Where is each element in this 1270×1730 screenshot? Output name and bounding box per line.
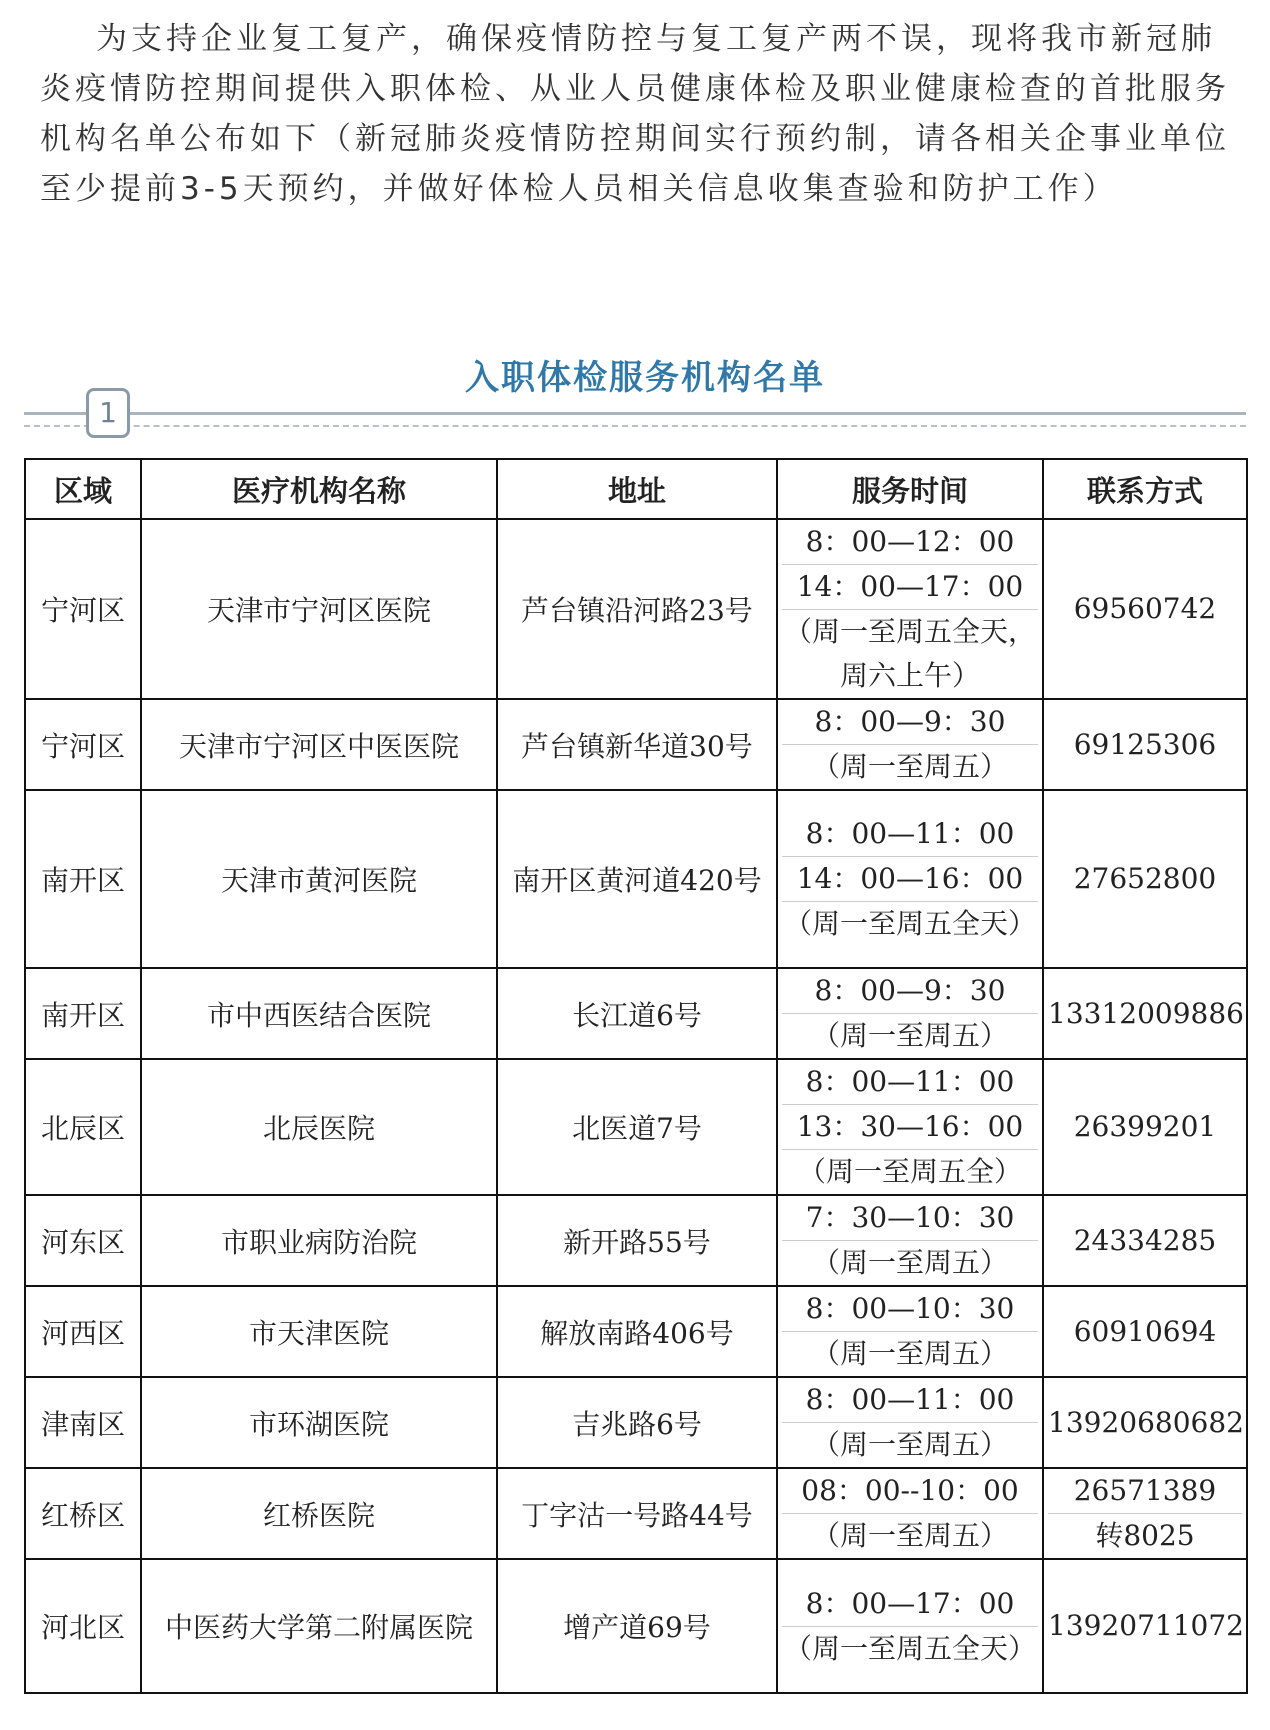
contact-phone: 转8025 — [1095, 1519, 1195, 1552]
section-title-text: 入职体检服务机构名单 — [465, 358, 825, 398]
cell-district: 津南区 — [25, 1377, 141, 1468]
section-divider-dashed — [24, 425, 1246, 427]
header-institution-name: 医疗机构名称 — [141, 459, 497, 519]
cell-address: 解放南路406号 — [497, 1286, 777, 1377]
cell-district: 红桥区 — [25, 1468, 141, 1559]
cell-service-time — [777, 790, 1043, 968]
service-time-slot: 8：00—9：30 — [782, 969, 1038, 1014]
contact-phone: 60910694 — [1073, 1314, 1217, 1348]
service-days-note: （周一至周五） — [811, 1337, 1008, 1370]
service-days-note: （周一至周五） — [811, 1246, 1008, 1279]
service-time-slot: 8：00—9：30 — [782, 700, 1038, 745]
cell-district: 南开区 — [25, 968, 141, 1059]
contact-phone: 24334285 — [1073, 1223, 1217, 1257]
cell-institution-name: 红桥医院 — [141, 1468, 497, 1559]
table-row — [25, 1195, 1247, 1286]
institution-table — [24, 458, 1248, 1694]
cell-address: 增产道69号 — [497, 1559, 777, 1693]
cell-address: 新开路55号 — [497, 1195, 777, 1286]
cell-contact — [1043, 968, 1247, 1059]
intro-paragraph: 为支持企业复工复产，确保疫情防控与复工复产两不误，现将我市新冠肺炎疫情防控期间提供入职体检、从业人员健康体检及职业健康检查的首批服务机构名单公布如下（新冠肺炎疫情防控期间实行预约制，请各相关企事业单位至少提前3-5天预约，并做好体检人员相关信息收集查验和防护工作） — [40, 21, 1230, 207]
service-days-note: （周一至周五） — [811, 1019, 1008, 1052]
cell-institution-name: 北辰医院 — [141, 1059, 497, 1195]
table-row — [25, 1468, 1247, 1559]
cell-contact — [1043, 1559, 1247, 1693]
cell-institution-name: 天津市宁河区中医医院 — [141, 699, 497, 790]
section-title — [0, 350, 1270, 399]
table-row — [25, 1286, 1247, 1377]
cell-contact — [1043, 1059, 1247, 1195]
cell-service-time — [777, 1468, 1043, 1559]
table-row — [25, 968, 1247, 1059]
table-row — [25, 699, 1247, 790]
cell-institution-name: 市环湖医院 — [141, 1377, 497, 1468]
cell-address: 丁字沽一号路44号 — [497, 1468, 777, 1559]
cell-contact — [1043, 519, 1247, 699]
service-days-note: （周一至周五全天） — [783, 1631, 1036, 1665]
contact-phone: 13312009886 — [1048, 996, 1244, 1030]
service-time-slot: 8：00—12：00 — [782, 520, 1038, 565]
contact-phone: 26571389 — [1048, 1469, 1242, 1514]
cell-institution-name: 天津市黄河医院 — [141, 790, 497, 968]
cell-address: 吉兆路6号 — [497, 1377, 777, 1468]
contact-phone: 26399201 — [1073, 1110, 1217, 1143]
cell-service-time — [777, 699, 1043, 790]
table-row — [25, 1377, 1247, 1468]
header-service-time: 服务时间 — [777, 459, 1043, 519]
service-days-note: （周一至周五全天，周六上午） — [783, 615, 1036, 692]
cell-service-time — [777, 1195, 1043, 1286]
contact-phone: 13920711072 — [1048, 1609, 1244, 1642]
cell-contact — [1043, 699, 1247, 790]
cell-district: 宁河区 — [25, 699, 141, 790]
cell-service-time — [777, 968, 1043, 1059]
cell-service-time — [777, 1059, 1043, 1195]
contact-phone: 69560742 — [1073, 592, 1217, 625]
table-row — [25, 519, 1247, 699]
cell-contact — [1043, 1377, 1247, 1468]
service-time-slot: 14：00—17：00 — [782, 565, 1038, 610]
table-row — [25, 790, 1247, 968]
service-time-slot: 7：30—10：30 — [782, 1196, 1038, 1241]
contact-phone: 69125306 — [1073, 727, 1217, 761]
cell-institution-name: 市职业病防治院 — [141, 1195, 497, 1286]
cell-address: 南开区黄河道420号 — [497, 790, 777, 968]
contact-phone: 27652800 — [1073, 862, 1217, 895]
header-contact: 联系方式 — [1043, 459, 1247, 519]
service-time-slot: 8：00—11：00 — [782, 812, 1038, 857]
service-days-note: （周一至周五全） — [797, 1155, 1022, 1188]
cell-district: 宁河区 — [25, 519, 141, 699]
section-divider — [24, 412, 1246, 415]
cell-institution-name: 天津市宁河区医院 — [141, 519, 497, 699]
cell-contact — [1043, 1468, 1247, 1559]
service-days-note: （周一至周五全天） — [783, 907, 1036, 940]
service-time-slot: 8：00—11：00 — [782, 1378, 1038, 1423]
cell-district: 河西区 — [25, 1286, 141, 1377]
cell-address: 长江道6号 — [497, 968, 777, 1059]
section-number-badge: 1 — [86, 388, 130, 438]
header-district: 区域 — [25, 459, 141, 519]
cell-district: 河东区 — [25, 1195, 141, 1286]
cell-service-time — [777, 519, 1043, 699]
table-header-row — [25, 459, 1247, 519]
cell-contact — [1043, 1195, 1247, 1286]
service-days-note: （周一至周五） — [811, 1519, 1008, 1552]
service-time-slot: 13：30—16：00 — [782, 1105, 1038, 1150]
service-days-note: （周一至周五） — [811, 1428, 1008, 1461]
header-address: 地址 — [497, 459, 777, 519]
table-row — [25, 1059, 1247, 1195]
cell-institution-name: 市中西医结合医院 — [141, 968, 497, 1059]
table-row — [25, 1559, 1247, 1693]
service-time-slot: 8：00—10：30 — [782, 1287, 1038, 1332]
cell-district: 南开区 — [25, 790, 141, 968]
service-days-note: （周一至周五） — [811, 750, 1008, 783]
service-time-slot: 8：00—11：00 — [782, 1060, 1038, 1105]
cell-service-time — [777, 1286, 1043, 1377]
service-time-slot: 08：00--10：00 — [782, 1469, 1038, 1514]
service-time-slot: 14：00—16：00 — [782, 857, 1038, 902]
cell-contact — [1043, 790, 1247, 968]
cell-address: 芦台镇沿河路23号 — [497, 519, 777, 699]
service-time-slot: 8：00—17：00 — [782, 1582, 1038, 1627]
cell-district: 河北区 — [25, 1559, 141, 1693]
contact-phone: 13920680682 — [1048, 1405, 1244, 1439]
cell-service-time — [777, 1559, 1043, 1693]
cell-institution-name: 市天津医院 — [141, 1286, 497, 1377]
cell-address: 北医道7号 — [497, 1059, 777, 1195]
cell-institution-name: 中医药大学第二附属医院 — [141, 1559, 497, 1693]
cell-address: 芦台镇新华道30号 — [497, 699, 777, 790]
cell-service-time — [777, 1377, 1043, 1468]
cell-district: 北辰区 — [25, 1059, 141, 1195]
cell-contact — [1043, 1286, 1247, 1377]
